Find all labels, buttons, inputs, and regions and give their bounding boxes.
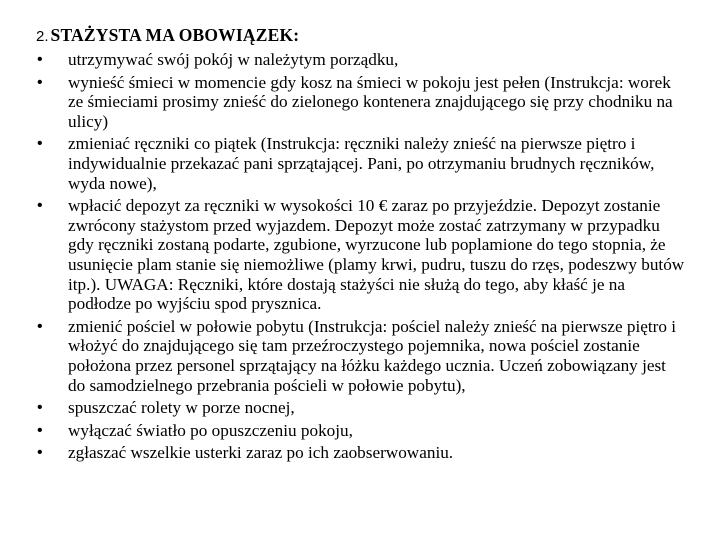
list-item-text: spuszczać rolety w porze nocnej, (68, 398, 295, 418)
list-item (36, 134, 686, 193)
section-title: STAŻYSTA MA OBOWIĄZEK: (50, 25, 300, 45)
list-item (36, 73, 686, 132)
bullet-icon: • (37, 317, 43, 335)
list-item (36, 421, 686, 441)
list-item (36, 443, 686, 463)
bullet-icon: • (37, 51, 43, 68)
section-heading (36, 26, 686, 47)
list-item-text: wynieść śmieci w momencie gdy kosz na śmieci w pokoju jest pełen (Instrukcja: worek ze śmieciami prosimy znieść do zielonego kontenera znajdującego się przy chodniku na ulicy) (68, 72, 673, 131)
list-item-text: zmienić pościel w połowie pobytu (Instrukcja: pościel należy znieść na pierwsze piętro i włożyć do znajdującego się tam przeźroczystego pojemnika, nowa pościel zostanie położona przez personel sprzątający na łóżku każdego ucznia. Uczeń zobowiązany jest do samodzielnego przebrania pościeli w połowie pobytu), (68, 316, 677, 395)
list-item-text: zmieniać ręczniki co piątek (Instrukcja: ręczniki należy znieść na pierwsze piętro i indywidualnie przekazać pani sprzątającej. Pani, po otrzymaniu brudnych ręczników, wyda nowe), (68, 134, 655, 193)
bullet-icon: • (37, 421, 43, 439)
list-item-text: zgłaszać wszelkie usterki zaraz po ich zaobserwowaniu. (68, 443, 454, 463)
section-number: 2. (36, 28, 49, 45)
bullet-icon: • (37, 73, 43, 91)
list-item-text: utrzymywać swój pokój w należytym porządku, (68, 50, 399, 69)
obligations-list (36, 50, 686, 463)
list-item (36, 317, 686, 395)
bullet-icon: • (37, 197, 43, 215)
bullet-icon: • (37, 135, 43, 153)
bullet-icon: • (37, 399, 43, 417)
list-item-text: wyłączać światło po opuszczeniu pokoju, (68, 420, 353, 440)
list-item (36, 50, 686, 70)
list-item (36, 398, 686, 418)
document-content (36, 26, 686, 466)
bullet-icon: • (37, 444, 43, 462)
list-item (36, 196, 686, 314)
list-item-text: wpłacić depozyt za ręczniki w wysokości 10 € zaraz po przyjeździe. Depozyt zostanie zwrócony stażystom przed wyjazdem. Depozyt może zostać zatrzymany w przypadku gdy ręczniki zostaną podarte, zgubione, wyrzucone lub poplamione do tego stopnia, że usunięcie plam stanie się niemożliwe (plamy krwi, pudru, tuszu do rzęs, podeszwy butów itp.). UWAGA: Ręczniki, które dostają stażyści nie służą do tego, aby kłaść je na podłodze po wyjściu spod prysznica. (68, 196, 685, 314)
